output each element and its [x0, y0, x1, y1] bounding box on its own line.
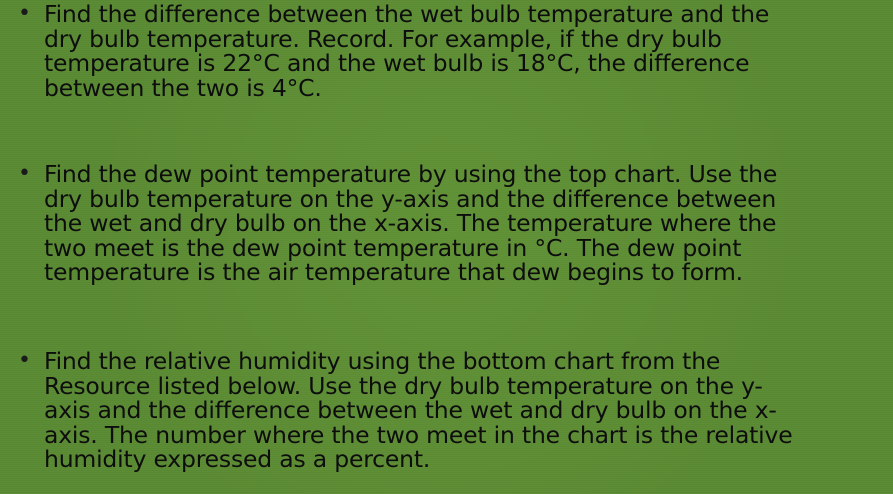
bullet-text: Find the difference between the wet bulb temperature and the dry bulb temperature. Record. For example, if the dry bulb temperature is 22°C and the wet bulb is 18°C, the difference between the two is 4°C. [44, 0, 770, 102]
bullet-item-dew-point [18, 162, 878, 285]
bullet-icon: • [18, 348, 31, 373]
bullet-item-relative-humidity [18, 349, 878, 472]
bullet-icon: • [18, 161, 31, 186]
bullet-item-difference [18, 2, 878, 100]
bullet-text: Find the relative humidity using the bottom chart from the Resource listed below. Use the dry bulb temperature on the y- axis and the difference between the wet and dry bulb on the x- axis. The number where the two meet in the chart is the relative humidity expressed as a percent. [44, 347, 793, 473]
bullet-icon: • [18, 1, 31, 26]
bullet-text: Find the dew point temperature by using the top chart. Use the dry bulb temperature on the y-axis and the difference between the wet and dry bulb on the x-axis. The temperature where the two meet is the dew point temperature in °C. The dew point temperature is the air temperature that dew begins to form. [44, 160, 778, 286]
